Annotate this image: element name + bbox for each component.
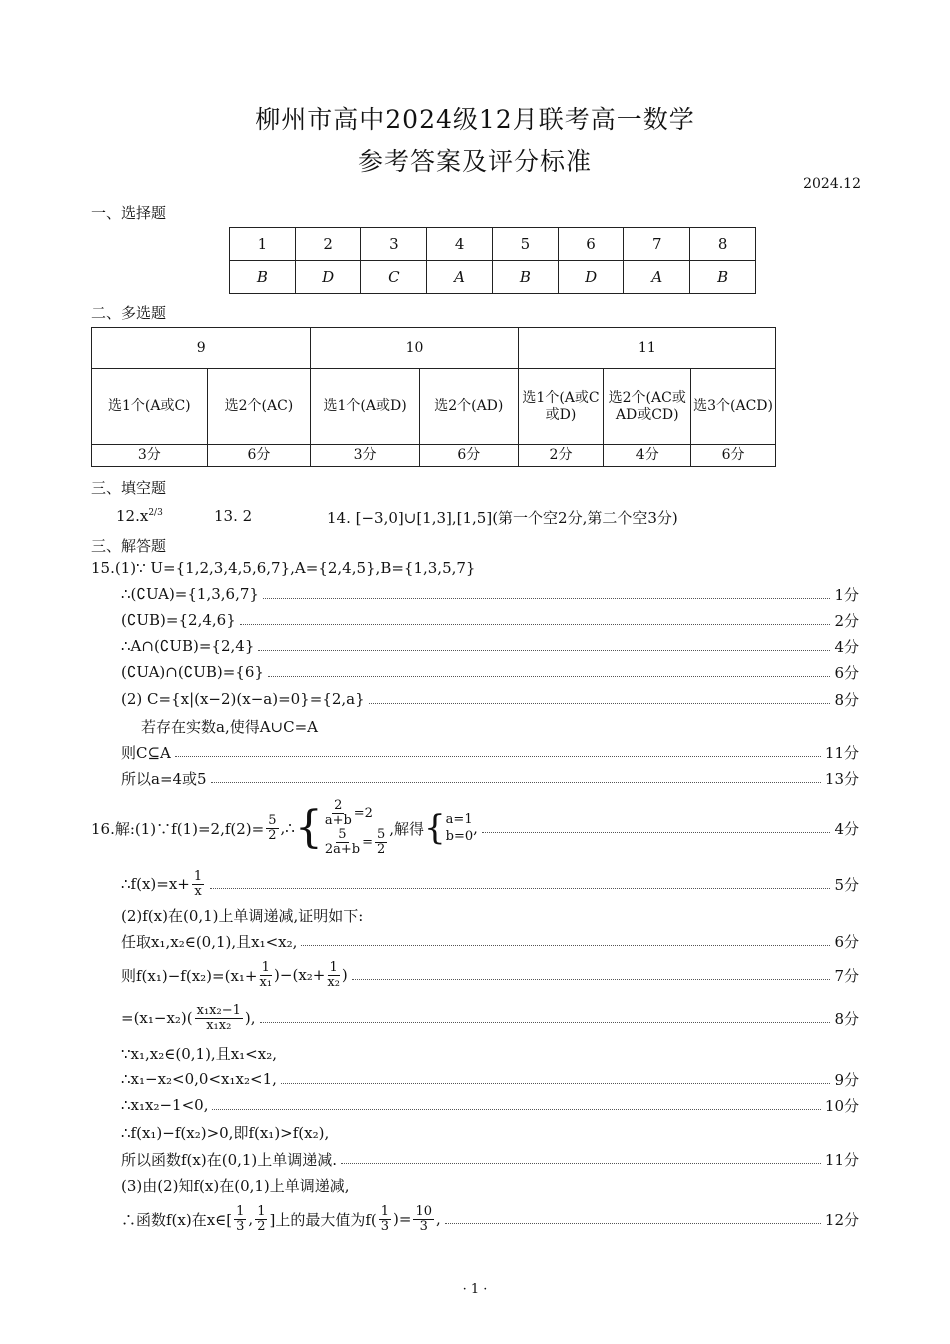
- q16-line: [121, 1148, 859, 1170]
- denominator: 2a+b: [324, 842, 361, 857]
- choice-answer-table: [229, 227, 756, 294]
- q16-line: [121, 1121, 859, 1143]
- q15-line: [91, 557, 859, 579]
- denominator: x: [194, 883, 202, 899]
- numerator: x₁x₂−1: [196, 1002, 241, 1018]
- numerator: 5: [268, 812, 277, 828]
- q16-text: ,∴: [280, 819, 295, 837]
- q16-text: 则f(x₁)−f(x₂)=(x₁+: [121, 966, 258, 985]
- fraction: [255, 1205, 267, 1234]
- q16-line: [121, 1003, 859, 1033]
- left-brace-icon: {: [294, 802, 323, 853]
- q16-text: 所以函数f(x)在(0,1)上单调递减.: [121, 1150, 338, 1169]
- dotted-leader: [175, 756, 821, 757]
- table-cell: B: [690, 261, 756, 294]
- fraction: [325, 828, 360, 857]
- q16-line: [121, 1042, 859, 1064]
- denominator: 3: [419, 1218, 428, 1234]
- q16-line: [121, 870, 859, 898]
- solution-row: a=1: [445, 812, 473, 827]
- q16-text: ∴函数f(x)在x∈[: [121, 1210, 233, 1229]
- dotted-leader: [258, 650, 830, 651]
- fraction: [327, 961, 340, 990]
- q15-line: [121, 609, 859, 631]
- left-brace-icon: {: [424, 808, 446, 848]
- fraction: [266, 814, 278, 843]
- q16-line: ∴函数f(x)在x∈[ $\frac{1}{3}$ , $\frac{1}{2}$ ]上的最大值为f( $\frac{1}{3}$ )= $\frac{10}{3}$ , 12分: [121, 1203, 859, 1234]
- q15-line: [121, 583, 859, 605]
- table-cell: 6分: [691, 445, 776, 467]
- q16-line: 16.解:(1)∵f(1)=2,f(2)= $\frac{5}{2}$ ,∴ { $\frac{2}{a+b}$ =2 $\frac{5}{2a+b}$ = $\frac{5}{2}$ ,解得 { a=1 b=0 , 4分: [91, 798, 859, 857]
- table-cell: 9: [92, 328, 311, 369]
- page-number: · 1 ·: [462, 1282, 488, 1297]
- dotted-leader: [301, 945, 830, 946]
- q15-line: [121, 661, 859, 683]
- numerator: 1: [380, 1203, 390, 1219]
- table-cell: 选3个(ACD): [691, 369, 776, 445]
- table-cell: 选2个(AC或AD或CD): [604, 369, 691, 445]
- q16-text: )−(x₂+: [274, 966, 326, 984]
- denominator: a+b: [324, 813, 352, 828]
- table-cell: 5: [492, 228, 558, 261]
- section-solve: 三、解答题: [91, 537, 167, 555]
- table-cell: 选1个(A或C或D): [518, 369, 604, 445]
- table-cell: 4分: [604, 445, 691, 467]
- table-row: [230, 228, 756, 261]
- score-label: 2分: [834, 611, 859, 630]
- q16-line: [121, 1174, 859, 1196]
- q15-text: 所以a=4或5: [121, 769, 207, 788]
- table-cell: D: [295, 261, 361, 294]
- fraction: [192, 870, 204, 899]
- dotted-leader: [211, 782, 821, 783]
- denominator: 2: [257, 1218, 266, 1234]
- q16-text: ]上的最大值为f(: [269, 1210, 377, 1229]
- score-label: 9分: [834, 1070, 859, 1089]
- q16-text: ∵x₁,x₂∈(0,1),且x₁<x₂,: [121, 1044, 277, 1063]
- numerator: 5: [376, 827, 386, 842]
- fraction: [260, 961, 273, 990]
- score-label: 11分: [824, 1150, 859, 1169]
- score-label: 8分: [834, 690, 859, 709]
- page-title: 柳州市高中2024级12月联考高一数学: [255, 105, 695, 134]
- table-cell: B: [492, 261, 558, 294]
- q16-line: [121, 930, 859, 952]
- dotted-leader: [212, 1109, 820, 1110]
- document-date: 2024.12: [803, 176, 861, 192]
- table-cell: A: [427, 261, 493, 294]
- table-cell: 8: [690, 228, 756, 261]
- table-cell: 11: [518, 328, 775, 369]
- fraction: [375, 828, 387, 857]
- denominator: 2: [268, 827, 277, 843]
- score-label: 6分: [834, 932, 859, 951]
- q16-text: 16.解:(1)∵f(1)=2,f(2)=: [91, 819, 265, 838]
- score-label: 10分: [824, 1096, 859, 1115]
- table-cell: A: [624, 261, 690, 294]
- denominator: x₁x₂: [206, 1017, 232, 1033]
- equation-row: [323, 828, 389, 857]
- score-label: 12分: [824, 1210, 859, 1229]
- denominator: x₁: [259, 974, 273, 990]
- numerator: 1: [236, 1203, 245, 1219]
- dotted-leader: [369, 703, 831, 704]
- table-cell: 选1个(A或D): [311, 369, 420, 445]
- q15-text: (2) C={x|(x−2)(x−a)=0}={2,a}: [121, 690, 365, 708]
- q16-text: (2)f(x)在(0,1)上单调递减,证明如下:: [121, 906, 364, 925]
- score-label: 1分: [834, 585, 859, 604]
- fraction: [325, 799, 352, 828]
- score-label: 7分: [834, 966, 859, 985]
- score-label: 8分: [834, 1009, 859, 1028]
- dotted-leader: [352, 979, 831, 980]
- page-subtitle: 参考答案及评分标准: [357, 147, 592, 176]
- table-cell: 选2个(AD): [419, 369, 518, 445]
- q15-text: 则C⊆A: [121, 743, 171, 762]
- denominator: 2: [376, 842, 386, 857]
- fill-answer-12: [116, 507, 163, 525]
- fraction: [195, 1004, 243, 1033]
- section-fill: 三、填空题: [91, 479, 167, 497]
- score-label: 6分: [834, 663, 859, 682]
- table-cell: 6分: [419, 445, 518, 467]
- q15-line: [121, 688, 859, 710]
- q15-text: 15.(1)∵ U={1,2,3,4,5,6,7},A={2,4,5},B={1,3,5,7}: [91, 559, 476, 577]
- table-cell: 6分: [207, 445, 311, 467]
- multi-answer-table: [91, 327, 776, 467]
- q16-text: ),: [244, 1009, 256, 1027]
- q16-text: ∴f(x₁)−f(x₂)>0,即f(x₁)>f(x₂),: [121, 1123, 330, 1142]
- table-row: [92, 445, 776, 467]
- numerator: 10: [415, 1203, 432, 1219]
- table-row: [230, 261, 756, 294]
- q16-text: ∴f(x)=x+: [121, 875, 190, 893]
- solution-row: b=0: [445, 829, 474, 844]
- numerator: 1: [193, 868, 203, 884]
- q15-text: ∴(∁UA)={1,3,6,7}: [121, 585, 259, 603]
- table-cell: B: [230, 261, 296, 294]
- dotted-leader: [260, 1022, 831, 1023]
- dotted-leader: [482, 832, 831, 833]
- table-cell: 3分: [92, 445, 208, 467]
- numerator: 1: [257, 1203, 266, 1219]
- table-cell: C: [361, 261, 427, 294]
- numerator: 1: [261, 959, 270, 975]
- q15-text: 若存在实数a,使得A∪C=A: [141, 717, 318, 736]
- q15-line: [141, 715, 859, 737]
- table-cell: 6: [558, 228, 624, 261]
- equation-rhs: =2: [353, 806, 373, 821]
- denominator: 3: [236, 1218, 245, 1234]
- q16-text: 任取x₁,x₂∈(0,1),且x₁<x₂,: [121, 932, 298, 951]
- denominator: x₂: [327, 974, 340, 990]
- table-row: [92, 328, 776, 369]
- q16-line: [121, 960, 859, 990]
- score-label: 4分: [834, 637, 859, 656]
- fill-answer-12-text: 12.x: [116, 507, 149, 525]
- table-cell: 1: [230, 228, 296, 261]
- q16-text: ,: [436, 1210, 441, 1228]
- score-label: 4分: [834, 819, 859, 838]
- q15-text: ∴A∩(∁UB)={2,4}: [121, 637, 255, 655]
- table-cell: 选2个(AC): [207, 369, 311, 445]
- q16-text: ,解得: [389, 819, 425, 838]
- table-cell: 2分: [518, 445, 604, 467]
- table-cell: 4: [427, 228, 493, 261]
- fraction: [413, 1205, 434, 1234]
- section-multi: 二、多选题: [91, 304, 167, 322]
- fraction: [234, 1205, 246, 1234]
- numerator: 1: [329, 959, 338, 975]
- q16-text: =(x₁−x₂)(: [121, 1009, 193, 1027]
- table-cell: 选1个(A或C): [92, 369, 208, 445]
- fill-answer-12-exponent: 2/3: [148, 508, 163, 518]
- dotted-leader: [445, 1223, 821, 1224]
- section-choice: 一、选择题: [91, 204, 167, 222]
- table-cell: 10: [311, 328, 518, 369]
- q16-line: [121, 904, 859, 926]
- table-cell: 7: [624, 228, 690, 261]
- table-cell: 3: [361, 228, 427, 261]
- q16-text: ): [341, 966, 348, 984]
- q16-text: )=: [393, 1210, 412, 1228]
- fraction: [379, 1205, 391, 1234]
- equation-rhs: =: [362, 835, 373, 850]
- numerator: 2: [334, 798, 343, 813]
- score-label: 11分: [824, 743, 859, 762]
- table-row: [92, 369, 776, 445]
- score-label: 13分: [824, 769, 859, 788]
- q16-line: [121, 1068, 859, 1090]
- equation-system: [323, 799, 389, 857]
- q16-text: ∴x₁x₂−1<0,: [121, 1096, 209, 1114]
- equation-row: [323, 799, 389, 828]
- dotted-leader: [281, 1083, 831, 1084]
- table-cell: 2: [295, 228, 361, 261]
- fill-answer-14: 14. [−3,0]∪[1,3],[1,5](第一个空2分,第二个空3分): [327, 509, 678, 527]
- table-cell: 3分: [311, 445, 420, 467]
- q15-text: (∁UA)∩(∁UB)={6}: [121, 663, 264, 681]
- solution-system: [446, 811, 474, 845]
- score-label: 5分: [834, 875, 859, 894]
- denominator: 3: [380, 1218, 390, 1234]
- q15-line: [121, 635, 859, 657]
- q15-line: [121, 767, 859, 789]
- dotted-leader: [341, 1163, 821, 1164]
- numerator: 5: [338, 827, 347, 842]
- table-cell: D: [558, 261, 624, 294]
- dotted-leader: [210, 888, 830, 889]
- dotted-leader: [268, 676, 831, 677]
- q16-line: [121, 1094, 859, 1116]
- q15-text: (∁UB)={2,4,6}: [121, 611, 236, 629]
- q16-text: (3)由(2)知f(x)在(0,1)上单调递减,: [121, 1176, 350, 1195]
- dotted-leader: [240, 624, 831, 625]
- fill-answer-13: 13. 2: [214, 507, 253, 525]
- q16-text: ∴x₁−x₂<0,0<x₁x₂<1,: [121, 1070, 277, 1088]
- dotted-leader: [263, 598, 831, 599]
- q15-line: [121, 741, 859, 763]
